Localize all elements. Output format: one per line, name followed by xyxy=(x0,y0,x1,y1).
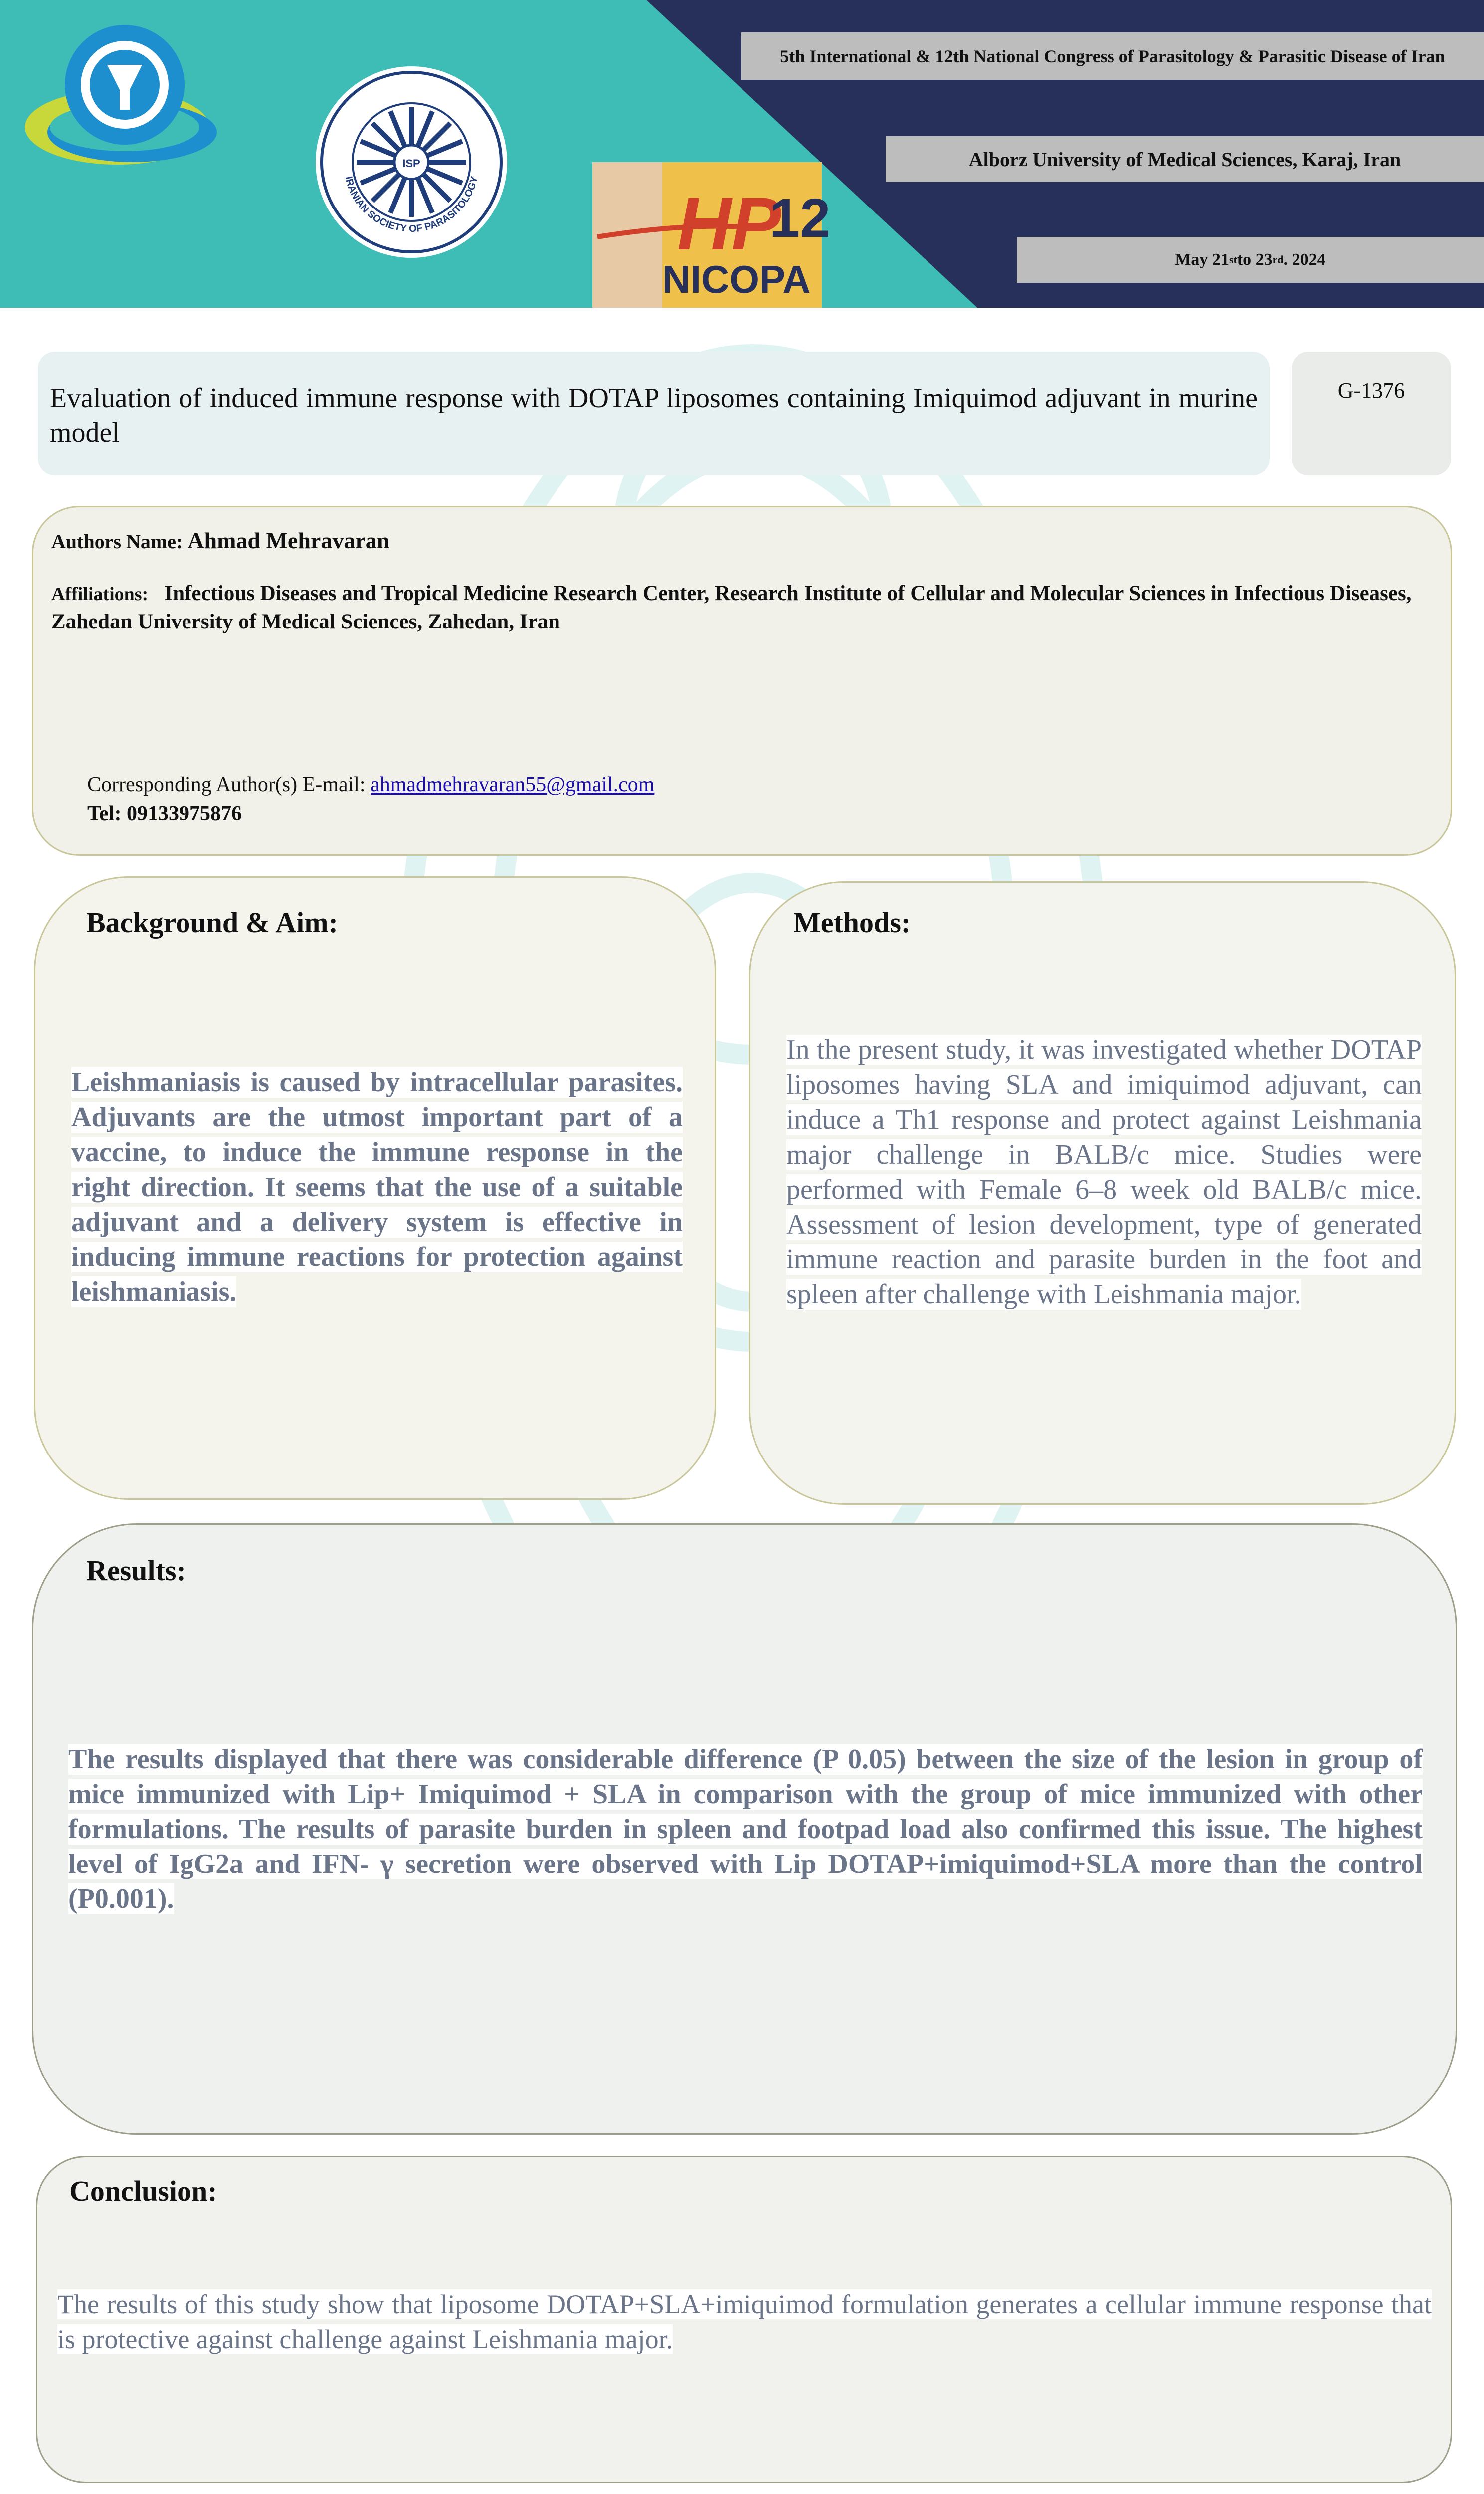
authors-label: Authors Name: xyxy=(51,530,188,553)
nicopa-logo xyxy=(592,162,831,308)
seal-ring-text: IRANIAN SOCIETY OF PARASITOLOGY xyxy=(343,175,480,235)
background-text xyxy=(71,1065,683,1309)
conclusion-text xyxy=(57,2287,1432,2357)
background-section xyxy=(34,876,716,1500)
telephone: Tel: 09133975876 xyxy=(87,802,242,825)
authors-name-line xyxy=(51,527,389,554)
email-link[interactable]: ahmadmehravaran55@gmail.com xyxy=(371,773,655,796)
affiliations-text: Infectious Diseases and Tropical Medicine Research Center, Research Institute of Cellular and Molecular Sciences in Infectious Diseases, Zahedan University of Medical Sciences, Zahedan, Iran xyxy=(51,582,1412,633)
results-text xyxy=(68,1742,1423,1916)
conclusion-section xyxy=(36,2156,1452,2483)
svg-text:HP: HP xyxy=(677,182,781,265)
author-name: Ahmad Mehravaran xyxy=(187,528,390,553)
affiliations-label: Affiliations: xyxy=(51,584,149,605)
nicopa-logo-icon xyxy=(592,162,831,308)
abstract-title: Evaluation of induced immune response with DOTAP liposomes containing Imiquimod adjuvant in murine model xyxy=(38,352,1270,475)
methods-text-content: In the present study, it was investigated whether DOTAP liposomes having SLA and imiquimod adjuvant, can induce a Th1 response and protect against Leishmania major challenge in BALB/c mice. Studies were performed with Female 6–8 week old BALB/c mice. Assessment of lesion development, type of generated immune reaction and parasite burden in the foot and spleen after challenge with Leishmania major. xyxy=(786,1035,1422,1310)
email-label: Corresponding Author(s) E-mail: xyxy=(87,773,371,796)
date-suffix: . 2024 xyxy=(1283,250,1326,269)
methods-section xyxy=(749,881,1456,1505)
background-heading: Background & Aim: xyxy=(86,906,338,939)
nicopa-logo-text: NICOPA xyxy=(662,257,811,301)
date-mid: to 23 xyxy=(1237,250,1273,269)
methods-text xyxy=(786,1033,1422,1312)
society-seal-icon xyxy=(314,65,509,259)
results-section xyxy=(32,1523,1457,2135)
background-text-content: Leishmaniasis is caused by intracellular parasites. Adjuvants are the utmost important part of a vaccine, to induce the immune response in the right direction. It seems that the use of a suitable adjuvant and a delivery system is effective in inducing immune reactions for protection against leishmaniasis. xyxy=(71,1067,683,1307)
results-text-content: The results displayed that there was considerable difference (P 0.05) between the size of the lesion in group of mice immunized with Lip+ Imiquimod + SLA in comparison with the group of mice immunized with other formulations. The results of parasite burden in spleen and footpad load also confirmed this issue. The highest level of IgG2a and IFN- γ secretion were observed with Lip DOTAP+imiquimod+SLA more than the control (P0.001). xyxy=(68,1744,1423,1914)
corresponding-email-line xyxy=(87,772,654,798)
affiliations xyxy=(51,580,1433,636)
methods-heading: Methods: xyxy=(793,906,911,939)
abstract-code: G-1376 xyxy=(1292,352,1451,475)
date-bar: May 21 st to 23 rd . 2024 xyxy=(1017,237,1484,283)
conclusion-heading: Conclusion: xyxy=(69,2175,217,2207)
congress-name-bar: 5th International & 12th National Congress of Parasitology & Parasitic Disease of Iran xyxy=(741,32,1484,80)
congress-logo-icon xyxy=(22,15,227,190)
header-banner xyxy=(0,0,1484,308)
seal-center-text: ISP xyxy=(402,157,420,170)
university-bar: Alborz University of Medical Sciences, Karaj, Iran xyxy=(886,136,1484,182)
conclusion-text-content: The results of this study show that liposome DOTAP+SLA+imiquimod formulation generates a cellular immune response that is protective against challenge against Leishmania major. xyxy=(57,2289,1432,2354)
results-heading: Results: xyxy=(86,1554,186,1587)
authors-panel xyxy=(32,506,1452,856)
nicopa-number: 12 xyxy=(769,188,831,249)
date-prefix: May 21 xyxy=(1175,250,1229,269)
